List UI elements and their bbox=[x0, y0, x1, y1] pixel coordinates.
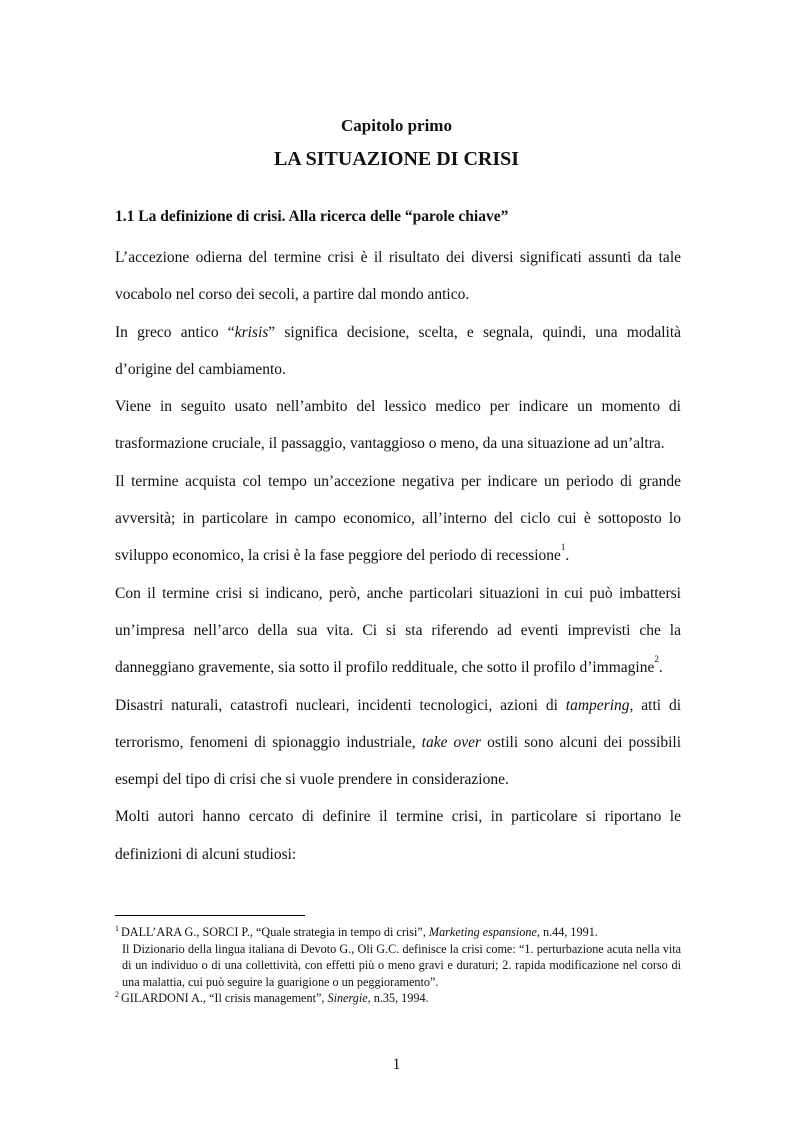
footnote-1-mark: 1 bbox=[115, 924, 119, 933]
footnote-1-definition: Il Dizionario della lingua italiana di Devoto G., Oli G.C. definisce la crisi come: “1. perturbazione acuta nella vita di un individuo o di una collettività, con effetti più o meno gravi e duraturi; 2. rapida modificazione nel corso di una malattia, cui può seguire la guarigione o un peggioramento”. bbox=[122, 941, 681, 989]
footnote-1-text-a: DALL’ARA G., SORCI P., “Quale strategia in tempo di crisi”, bbox=[121, 925, 429, 939]
footnote-separator bbox=[115, 915, 305, 916]
paragraph-6-text-c: , atti di terrorismo, fenomeni di spionaggio industriale, bbox=[115, 696, 681, 751]
chapter-label: Capitolo primo bbox=[341, 116, 452, 135]
footnote-2-source: Sinergie bbox=[327, 991, 368, 1006]
paragraph-6-term-take-over: take over bbox=[421, 733, 482, 751]
footnote-ref-1: 1 bbox=[560, 542, 566, 553]
paragraph-2-text-a: In greco antico “ bbox=[115, 323, 235, 341]
paragraph-2 bbox=[115, 314, 681, 389]
paragraph-5-text: Con il termine crisi si indicano, però, anche particolari situazioni in cui può imbattersi un’impresa nell’arco della sua vita. Ci si sta riferendo ad eventi imprevisti che la danneggiano gravemente, sia sotto il profilo reddituale, che sotto il profilo d’immagine bbox=[115, 584, 681, 677]
footnote-1 bbox=[115, 924, 681, 990]
paragraph-4 bbox=[115, 463, 681, 575]
footnote-2-text-c: , n.35, 1994. bbox=[367, 991, 429, 1006]
paragraph-7: Molti autori hanno cercato di definire il termine crisi, in particolare si riportano le definizioni di alcuni studiosi: bbox=[115, 808, 681, 863]
paragraph-2-text-c: ” significa decisione, scelta, e segnala, quindi, una modalità d’origine del cambiamento. bbox=[115, 323, 682, 378]
paragraph-5-end: . bbox=[658, 659, 663, 677]
paragraph-3: Viene in seguito usato nell’ambito del lessico medico per indicare un momento di trasformazione cruciale, il passaggio, vantaggioso o meno, da una situazione ad un’altra. bbox=[115, 398, 681, 453]
paragraph-1: L’accezione odierna del termine crisi è il risultato dei diversi significati assunti da tale vocabolo nel corso dei secoli, a partire dal mondo antico. bbox=[115, 249, 681, 304]
paragraph-5 bbox=[115, 575, 681, 687]
paragraph-2-term-krisis: krisis bbox=[234, 323, 269, 341]
paragraph-4-text: Il termine acquista col tempo un’accezione negativa per indicare un periodo di grande avversità; in particolare in campo economico, all’interno del ciclo cui è sottoposto lo sviluppo economico, la crisi è la fase peggiore del periodo di recessione bbox=[115, 472, 681, 565]
footnote-2-mark: 2 bbox=[115, 990, 119, 1000]
paragraph-6-text-a: Disastri naturali, catastrofi nucleari, incidenti tecnologici, azioni di bbox=[115, 696, 566, 714]
footnote-ref-2: 2 bbox=[654, 654, 659, 665]
footnote-1-source: Marketing espansione bbox=[428, 925, 537, 939]
paragraph-6-term-tampering: tampering bbox=[565, 696, 630, 714]
footnote-1-text-c: , n.44, 1991. bbox=[536, 925, 598, 939]
paragraph-4-end: . bbox=[565, 547, 570, 565]
footnote-2 bbox=[115, 990, 681, 1007]
page-number: 1 bbox=[392, 1056, 401, 1073]
paragraph-6-text-e: ostili sono alcuni dei possibili esempi del tipo di crisi che si vuole prendere in considerazione. bbox=[115, 733, 682, 789]
body-text bbox=[115, 239, 681, 873]
chapter-title: LA SITUAZIONE DI CRISI bbox=[273, 148, 520, 170]
section-heading: 1.1 La definizione di crisi. Alla ricerca delle “parole chiave” bbox=[115, 208, 509, 225]
footnote-2-text-a: GILARDONI A., “Il crisis management”, bbox=[121, 991, 328, 1006]
footnotes bbox=[115, 924, 681, 1007]
paragraph-6 bbox=[115, 687, 681, 799]
